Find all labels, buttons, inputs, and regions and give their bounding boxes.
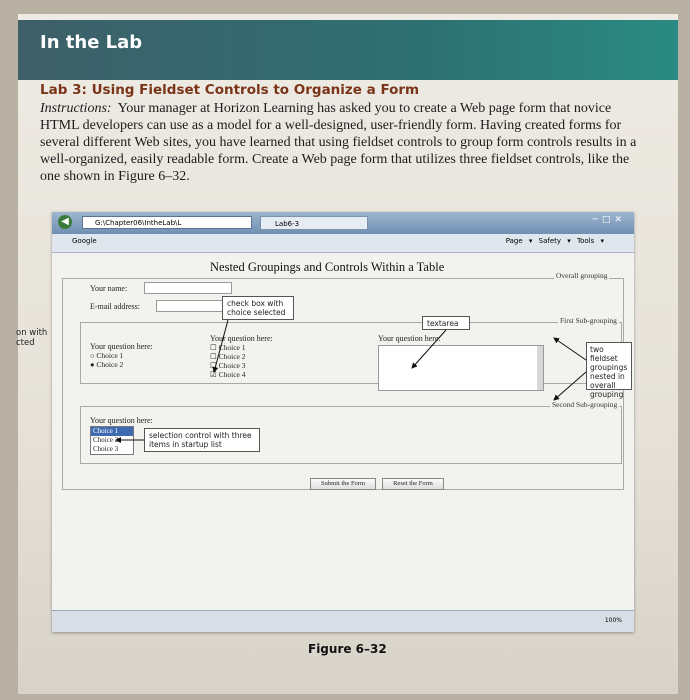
safety-menu[interactable]: Safety ▾ bbox=[538, 237, 571, 245]
browser-screenshot bbox=[52, 212, 634, 632]
checkbox-option-2[interactable]: ☐ Choice 2 bbox=[210, 352, 246, 361]
browser-tab[interactable]: Lab6-3 bbox=[260, 216, 368, 230]
zoom-level[interactable]: 100% bbox=[604, 617, 622, 624]
reset-button[interactable]: Reset the Form bbox=[382, 478, 444, 490]
status-bar bbox=[52, 610, 634, 632]
textarea-callout: textarea bbox=[422, 316, 470, 330]
second-group-arrow bbox=[554, 372, 586, 400]
textbook-page bbox=[18, 14, 678, 694]
lab-title: Lab 3: Using Fieldset Controls to Organize a Form bbox=[40, 82, 420, 98]
checkbox-option-1[interactable]: ☐ Choice 1 bbox=[210, 343, 246, 352]
instructions-body: Your manager at Horizon Learning has asked you to create a Web page form that novice HTML developers can use as a model for a well-designed, user-friendly form. Having created forms for several different Web sites, you have learned that using fieldset controls to group form controls results in a well-organized, easily readable form. Create a Web page form that utilizes three fieldset controls, like the one shown in Figure 6–32. bbox=[40, 101, 637, 184]
checkbox-arrow bbox=[214, 320, 228, 372]
name-label: Your name: bbox=[90, 284, 128, 293]
tools-menu[interactable]: Tools ▾ bbox=[577, 237, 604, 245]
checkbox-question: Your question here: bbox=[210, 334, 273, 343]
instructions-lead: Instructions: bbox=[40, 101, 112, 116]
window-controls-icon[interactable]: ─□✕ bbox=[592, 215, 626, 225]
section-banner bbox=[18, 20, 678, 80]
textarea-question: Your question here: bbox=[378, 334, 441, 343]
callout-arrows bbox=[52, 212, 634, 632]
textarea-arrow bbox=[412, 330, 446, 368]
checkbox-option-3[interactable]: ☐ Choice 3 bbox=[210, 361, 246, 370]
fieldset-callout: two fieldset groupings nested in overall grouping bbox=[586, 342, 632, 390]
radio-question: Your question here: bbox=[90, 342, 153, 351]
first-subgroup-legend: First Sub-grouping bbox=[560, 316, 617, 325]
back-arrow-icon[interactable]: ◀ bbox=[58, 215, 72, 229]
form-heading: Nested Groupings and Controls Within a Table bbox=[210, 260, 445, 274]
radio-option-2[interactable]: ● Choice 2 bbox=[90, 360, 124, 369]
radio-option-1[interactable]: ○ Choice 1 bbox=[90, 351, 124, 360]
overall-legend: Overall grouping bbox=[556, 271, 608, 280]
second-subgroup-legend: Second Sub-grouping bbox=[552, 400, 618, 409]
checkbox-option-4[interactable]: ☑ Choice 4 bbox=[210, 370, 246, 379]
address-bar[interactable]: G:\Chapter06\IntheLab\L bbox=[82, 216, 252, 229]
select-option-2[interactable]: Choice 2 bbox=[93, 436, 119, 444]
favorites-item[interactable]: Google bbox=[72, 237, 97, 245]
page-menu[interactable]: Page ▾ bbox=[505, 237, 533, 245]
lab-instructions bbox=[40, 100, 652, 185]
select-question: Your question here: bbox=[90, 416, 153, 425]
select-option-3[interactable]: Choice 3 bbox=[93, 445, 119, 453]
email-label: E-mail address: bbox=[90, 302, 140, 311]
figure-caption: Figure 6–32 bbox=[308, 642, 387, 656]
submit-button[interactable]: Submit the Form bbox=[310, 478, 376, 490]
first-group-arrow bbox=[554, 338, 586, 360]
banner-title: In the Lab bbox=[40, 32, 143, 53]
checkbox-callout: check box with choice selected bbox=[222, 296, 294, 320]
margin-note: on with cted bbox=[16, 328, 48, 348]
selection-callout: selection control with three items in startup list bbox=[144, 428, 260, 452]
select-option-1[interactable]: Choice 1 bbox=[91, 427, 133, 436]
